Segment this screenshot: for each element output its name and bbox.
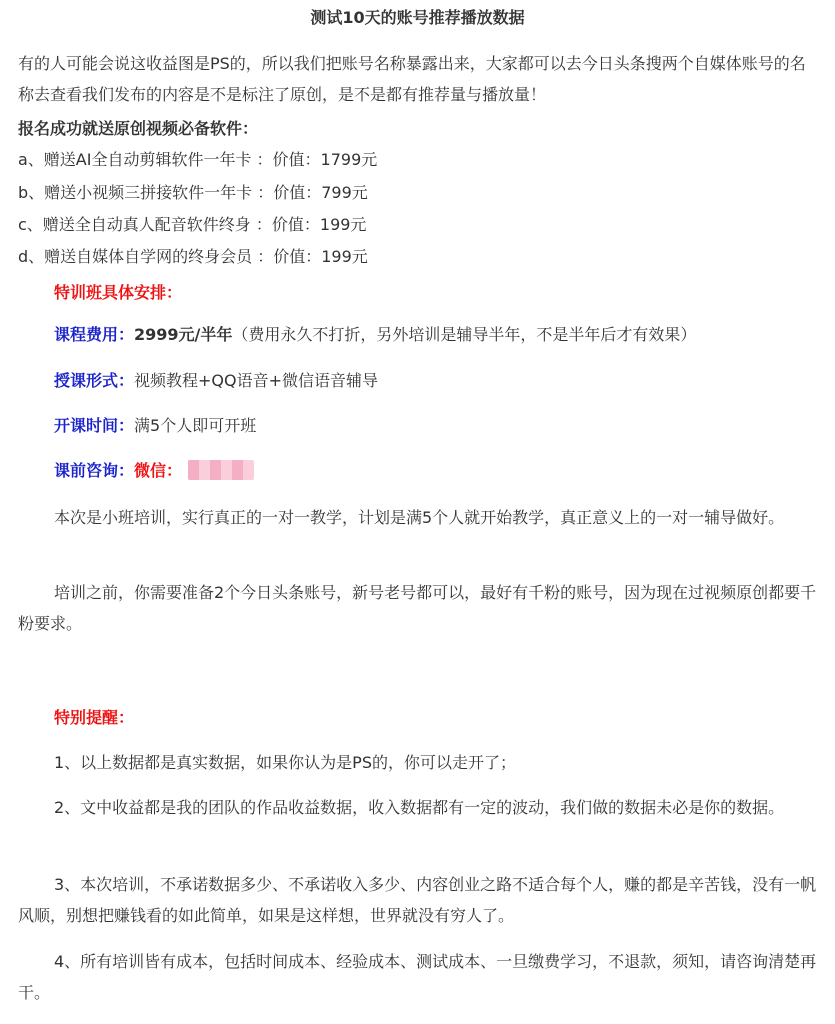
start-time-row xyxy=(54,414,835,438)
start-time-label: 开课时间： xyxy=(54,416,135,435)
reminder-item: 4、所有培训皆有成本，包括时间成本、经验成本、测试成本、一旦缴费学习，不退款，须知，请咨询清楚再干。 xyxy=(18,952,817,1002)
gift-heading: 报名成功就送原创视频必备软件： xyxy=(18,119,259,138)
gift-item: b、赠送小视频三拼接软件一年卡 ：价值：799元 xyxy=(18,183,368,202)
start-time-value: 满5个人即可开班 xyxy=(134,416,257,435)
reminder-item: 1、以上数据都是真实数据，如果你认为是PS的，你可以走开了； xyxy=(54,753,516,772)
consult-row xyxy=(54,459,835,483)
course-fee-row xyxy=(54,323,835,347)
teaching-format-label: 授课形式： xyxy=(54,371,135,390)
gift-item: c、赠送全自动真人配音软件终身 ：价值：199元 xyxy=(18,215,367,234)
teaching-format-row xyxy=(54,369,835,393)
reminder-item: 2、文中收益都是我的团队的作品收益数据，收入数据都有一定的波动，我们做的数据未必是你的数据。 xyxy=(54,798,785,817)
article-title: 测试10天的账号推荐播放数据 xyxy=(310,8,525,27)
consult-label: 课前咨询： xyxy=(54,461,135,480)
consult-wechat-label: 微信： xyxy=(134,461,183,480)
redacted-wechat-id xyxy=(188,460,254,480)
course-fee-value: 2999元/半年 xyxy=(134,325,233,344)
gift-item: d、赠送自媒体自学网的终身会员 ：价值：199元 xyxy=(18,247,368,266)
training-heading: 特训班具体安排： xyxy=(54,283,183,302)
body-paragraph: 培训之前，你需要准备2个今日头条账号，新号老号都可以，最好有千粉的账号，因为现在过视频原创都要千粉要求。 xyxy=(18,583,817,633)
body-paragraph: 本次是小班培训，实行真正的一对一教学，计划是满5个人就开始教学，真正意义上的一对一辅导做好。 xyxy=(54,508,785,527)
teaching-format-value: 视频教程+QQ语音+微信语音辅导 xyxy=(134,371,379,390)
course-fee-label: 课程费用： xyxy=(54,325,135,344)
gift-item: a、赠送AI全自动剪辑软件一年卡 ：价值：1799元 xyxy=(18,150,378,169)
reminder-item: 3、本次培训，不承诺数据多少、不承诺收入多少、内容创业之路不适合每个人，赚的都是辛苦钱，没有一帆风顺，别想把赚钱看的如此简单，如果是这样想，世界就没有穷人了。 xyxy=(18,875,817,925)
reminder-heading: 特别提醒： xyxy=(54,708,135,727)
intro-paragraph: 有的人可能会说这收益图是PS的，所以我们把账号名称暴露出来，大家都可以去今日头条搜两个自媒体账号的名称去查看我们发布的内容是不是标注了原创，是不是都有推荐量与播放量！ xyxy=(18,54,806,104)
course-fee-note: （费用永久不打折，另外培训是辅导半年，不是半年后才有效果） xyxy=(232,325,697,344)
